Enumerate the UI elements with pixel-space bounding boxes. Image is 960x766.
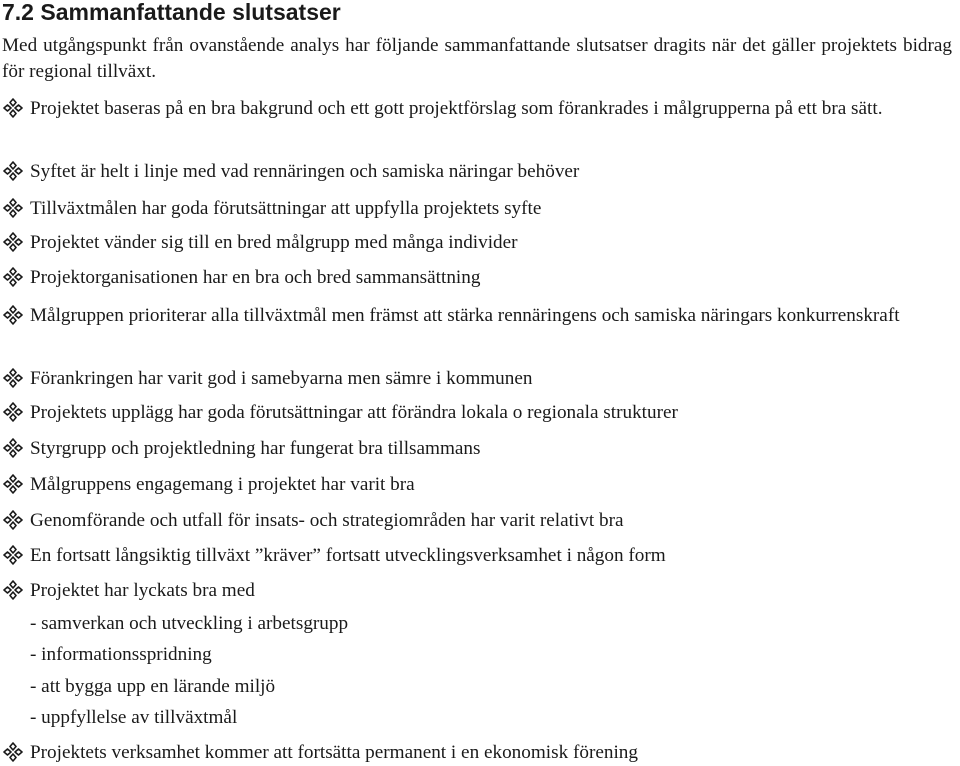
conclusion-text: Målgruppens engagemang i projektet har varit bra <box>30 474 415 495</box>
success-subitem: - uppfyllelse av tillväxtmål <box>30 707 238 728</box>
four-diamond-bullet-icon <box>3 267 23 287</box>
four-diamond-bullet-icon <box>3 545 23 565</box>
conclusion-text: Projektet vänder sig till en bred målgrupp med många individer <box>30 232 518 253</box>
conclusion-text: Projektet har lyckats bra med <box>30 580 255 601</box>
conclusion-text: Genomförande och utfall för insats- och strategiområden har varit relativt bra <box>30 510 624 531</box>
conclusion-text: Styrgrupp och projektledning har fungerat bra tillsammans <box>30 438 481 459</box>
success-subitem: - samverkan och utveckling i arbetsgrupp <box>30 613 349 634</box>
four-diamond-bullet-icon <box>3 98 23 118</box>
four-diamond-bullet-icon <box>3 161 23 181</box>
conclusion-text: Syftet är helt i linje med vad rennäringen och samiska näringar behöver <box>30 161 580 182</box>
success-subitem: - att bygga upp en lärande miljö <box>30 676 276 697</box>
conclusion-text: Målgruppen prioriterar alla tillväxtmål men främst att stärka rennäringens och samiska näringars konkurrenskraft <box>30 305 900 326</box>
conclusion-text: Projektet baseras på en bra bakgrund och ett gott projektförslag som förankrades i målgrupperna på ett bra sätt. <box>30 98 883 119</box>
four-diamond-bullet-icon <box>3 305 23 325</box>
section-heading: 7.2 Sammanfattande slutsatser <box>2 0 341 25</box>
conclusion-text: Projektets upplägg har goda förutsättningar att förändra lokala o regionala strukturer <box>30 402 678 423</box>
four-diamond-bullet-icon <box>3 510 23 530</box>
four-diamond-bullet-icon <box>3 368 23 388</box>
conclusion-text: Projektorganisationen har en bra och bred sammansättning <box>30 267 481 288</box>
four-diamond-bullet-icon <box>3 402 23 422</box>
conclusion-text: Tillväxtmålen har goda förutsättningar att uppfylla projektets syfte <box>30 198 542 219</box>
four-diamond-bullet-icon <box>3 474 23 494</box>
success-subitem: - informationsspridning <box>30 644 212 665</box>
four-diamond-bullet-icon <box>3 438 23 458</box>
four-diamond-bullet-icon <box>3 580 23 600</box>
conclusion-text: Förankringen har varit god i samebyarna men sämre i kommunen <box>30 368 533 389</box>
conclusion-text: En fortsatt långsiktig tillväxt ”kräver” fortsatt utvecklingsverksamhet i någon form <box>30 545 666 566</box>
four-diamond-bullet-icon <box>3 232 23 252</box>
intro-paragraph: Med utgångspunkt från ovanstående analys har följande sammanfattande slutsatser dragits när det gäller projektets bidrag för regional tillväxt. <box>2 35 952 82</box>
conclusion-text: Projektets verksamhet kommer att fortsätta permanent i en ekonomisk förening <box>30 742 638 763</box>
four-diamond-bullet-icon <box>3 198 23 218</box>
four-diamond-bullet-icon <box>3 742 23 762</box>
